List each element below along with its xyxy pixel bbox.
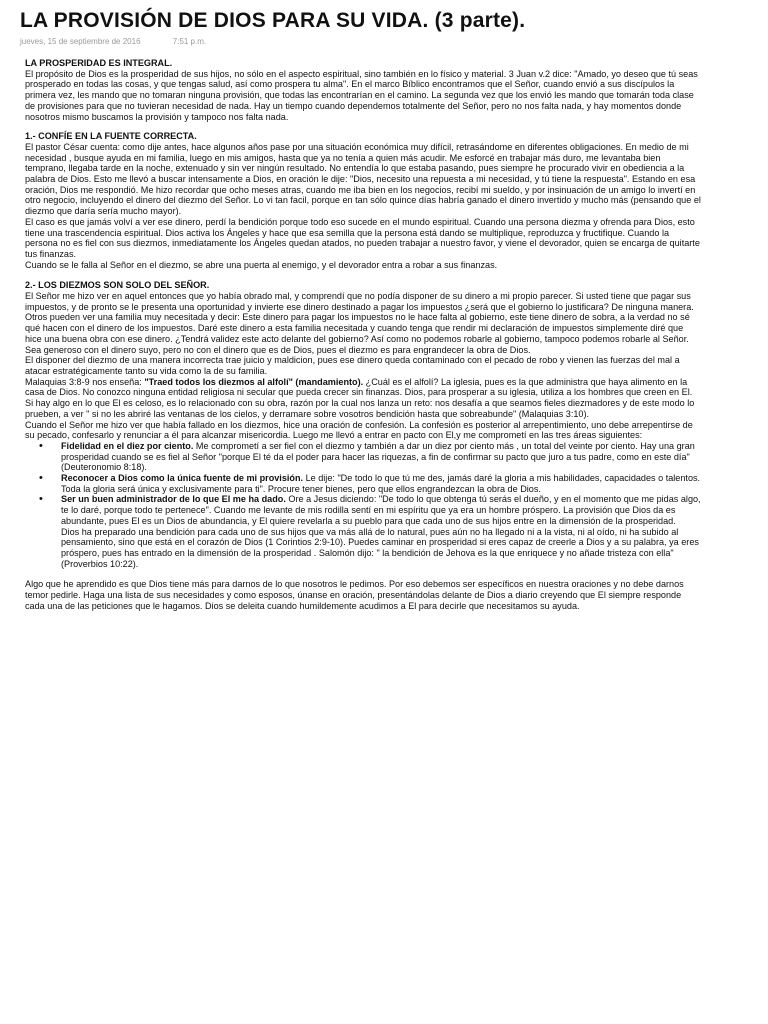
- text-run: ¿Cuál es el alfolí? La iglesia, pues es la que administra que haya alimento en la casa de Dios. No conozco ninguna entidad religiosa ni secular que pueda crecer sin finanzas. Dios, para prosperar a su iglesia, utiliza a los hombres que creen en El. Si hay algo en lo que El es celoso, es lo relacionado con su obra, razón por la cual nos lanza un reto: nos desafía a que seamos fieles diezmadores y de este modo lo prueben, a ver " si no les abriré las ventanas de los cielos, y derramare sobre vosotros bendición hasta que sobreabunde" (Malaquias 3:10).: [25, 376, 695, 419]
- commitment-list: [25, 441, 701, 569]
- paragraph: El propósito de Dios es la prosperidad de sus hijos, no sólo en el aspecto espiritual, sino también en lo físico y material. 3 Juan v.2 dice: "Amado, yo deseo que tú seas prosperado en todas las cosas, y que tengas salud, así como prospera tu alma". En el marco Bíblico encontramos que el Señor, cuando envió a sus discípulos la primera vez, les mando que no tomaran ninguna provisión, que todas las encontrarían en el camino. La segunda vez que los envió les mando que tomarán toda clase de provisiones para que no tuvieran necesidad de nada. Hay un tiempo cuando dependemos totalmente del Señor, pero no nos falta nada, y hay momentos donde nosotros mismo buscamos la provisión y tampoco nos falta nada.: [25, 68, 698, 122]
- paragraph: [25, 377, 701, 420]
- post-body: [25, 58, 701, 611]
- post-meta: [20, 37, 735, 49]
- section-heading: 2.- LOS DIEZMOS SON SOLO DEL SEÑOR.: [25, 280, 210, 291]
- paragraph: El disponer del diezmo de una manera incorrecta trae juicio y maldicion, pues ese dinero queda contaminado con el pecado de robo y vienen las fuerzas del mal a atacar estratégicamente tanto su vida como la de su familia.: [25, 355, 680, 376]
- list-item-text: Dios ha preparado una bendición para cada uno de sus hijos que va más allá de lo natural, pues aún no ha llegado ni a la vista, ni al oído, ni ha subido al pensamiento, sino que está en el corazón de Dios (1 Corintios 2:9-10). Puedes caminar en prosperidad si eres capaz de creerle a Dios y a su palabra, ya eres próspero, pues has entrado en la dimensión de la prosperidad . Salomón dijo: " la bendición de Jehova es la que enriquece y no añade tristeza con ella" (Proverbios 10:22).: [61, 526, 699, 569]
- post-date: jueves, 15 de septiembre de 2016: [20, 37, 141, 46]
- post-time: 7:51 p.m.: [172, 37, 207, 46]
- blog-post: [20, 6, 735, 49]
- list-item: [61, 441, 701, 473]
- paragraph: Cuando el Señor me hizo ver que había fallado en los diezmos, hice una oración de confesión. La confesión es posterior al arrepentimiento, uno debe arrepentirse de su pecado, confesarlo y renunciar a él para alcanzar misericordia. Luego me llevó a entrar en pacto con El,y me comprometí en las tres áreas siguientes:: [25, 419, 693, 441]
- list-item-bold: Fidelidad en el diez por ciento.: [61, 440, 194, 451]
- paragraph: El Señor me hizo ver en aquel entonces que yo había obrado mal, y comprendí que no podía disponer de su dinero a mi propio parecer. Si usted tiene que pagar sus impuestos, y de pronto se le presenta una oportunidad y invierte ese dinero destinado a pagar los impuestos ¿será que el gobierno lo justificara? De ninguna manera. Otros pueden ver una familia muy necesitada y decir: Este dinero para pagar los impuestos no le hace falta al gobierno, este tiene dinero de sobra, a la verdad no sé qué hacen con el dinero de los impuestos. Daré este dinero a esta familia necesitada y cuando tenga que rendir mi declaración de impuestos simplemente diré que hice una buena obra con ese dinero. ¿Tendrá validez este acto delante del gobierno? Así como no podemos robarle al gobierno, tampoco podemos robarle al Señor. Sea generoso con el dinero suyo, pero no con el dinero que es de Dios, pues el diezmo es para engrandecer la obra de Dios.: [25, 291, 694, 355]
- list-item: [61, 494, 701, 569]
- list-item: [61, 473, 701, 494]
- list-item-bold: Ser un buen administrador de lo que El me ha dado.: [61, 494, 286, 505]
- section-heading: 1.- CONFÍE EN LA FUENTE CORRECTA.: [25, 131, 197, 142]
- text-run: Malaquias 3:8-9 nos enseña:: [25, 376, 145, 387]
- bold-quote: "Traed todos los diezmos al alfolí" (mandamiento).: [144, 376, 364, 387]
- list-item-text: Le dije: "De todo lo que tú me des, jamás daré la gloria a mis habilidades, capacidades o talentos. Toda la gloria será única y exclusivamente para ti". Procure tener bienes, pero que ellos engrandezcan la obra de Dios.: [61, 473, 701, 494]
- list-item-bold: Reconocer a Dios como la única fuente de mi provisión.: [61, 473, 304, 484]
- list-item-text: Ore a Jesus diciendo: "De todo lo que obtenga tú serás el dueño, y en el momento que me pidas algo, te lo daré, porque todo te pertenece". Cuando me levante de mis rodilla sentí en mi espíritu que ya era un hombre próspero. La provisión que Dios da es abundante, pues El es un Dios de abundancia, y El quiere revelarla a su pueblo para que cada uno de sus hijos entre en la dimensión de la prosperidad.: [61, 494, 701, 526]
- section-heading: LA PROSPERIDAD ES INTEGRAL.: [25, 58, 173, 68]
- paragraph: El caso es que jamás volví a ver ese dinero, perdí la bendición porque todo eso sucede en el mundo espiritual. Cuando una persona diezma y ofrenda para Dios, esto tiene una trascendencia espiritual. Dios activa los Ángeles y hace que esa semilla que la persona está dando se multiplique, reproduzca y fructifique. Cuando la persona no es fiel con sus diezmos, inmediatamente los Ángeles quedan atados, no pueden trabajar a nuestro favor, y viene el devorador, quien se encarga de quitarte tus finanzas.: [25, 216, 700, 259]
- post-title: LA PROVISIÓN DE DIOS PARA SU VIDA. (3 parte).: [20, 9, 526, 32]
- paragraph: Cuando se le falla al Señor en el diezmo, se abre una puerta al enemigo, y el devorador entra a robar a sus finanzas.: [25, 259, 498, 270]
- paragraph: El pastor César cuenta: como dije antes, hace algunos años pase por una situación económica muy difícil, retrasándome en diferentes obligaciones. En medio de mi necesidad , busque ayuda en mi familia, luego en mis amigos, hasta que ya no tenía a quien más acudir. Me esforcé en trabajar más duro, me levantaba bien temprano, llegaba tarde en la noche, extenuado y sin ver ningún resultado. No entendía lo que estaba pasando, pues siempre he procurado vivir en obediencia a la palabra de Dios. Esto me llevó a buscar intensamente a Dios, en oración le dije: "Dios, necesito una repuesta a mi necesidad, y tú tiene la respuesta". Estando en esa oración, Dios me respondió. Me hizo recordar que ocho meses atras, cuando me iba bien en los negocios, recibí mi sueldo, y por insinuación de un amigo lo invertí en otro negocio, incluyendo el dinero del diezmo del Señor. Lo vi tan facil, porque en tan sólo quince días habría ganado el dinero invertido y mucho más (pensando que el diezmo que daría sería mucho mayor).: [25, 141, 701, 217]
- paragraph: Algo que he aprendido es que Dios tiene más para darnos de lo que nosotros le pedimos. Por eso debemos ser específicos en nuestra oraciones y no debe darnos temor pedirle. Haga una lista de sus necesidades y como esposos, únanse en oración, presentándolas delante de Dios a diario creyendo que El siempre responde cada una de las peticiones que le hagamos. Dios se deleita cuando humildemente acudimos a El para decirle que necesitamos su ayuda.: [25, 579, 684, 611]
- list-item-text: Me comprometí a ser fiel con el diezmo y también a dar un diez por ciento más , un total del veinte por ciento. Hay una gran prosperidad cuando se es fiel al Señor "porque El té da el poder para hacer las riquezas, a fin de confirmar su pacto que juro a tus padre, como en este día" (Deuteronomio 8:18).: [61, 440, 695, 473]
